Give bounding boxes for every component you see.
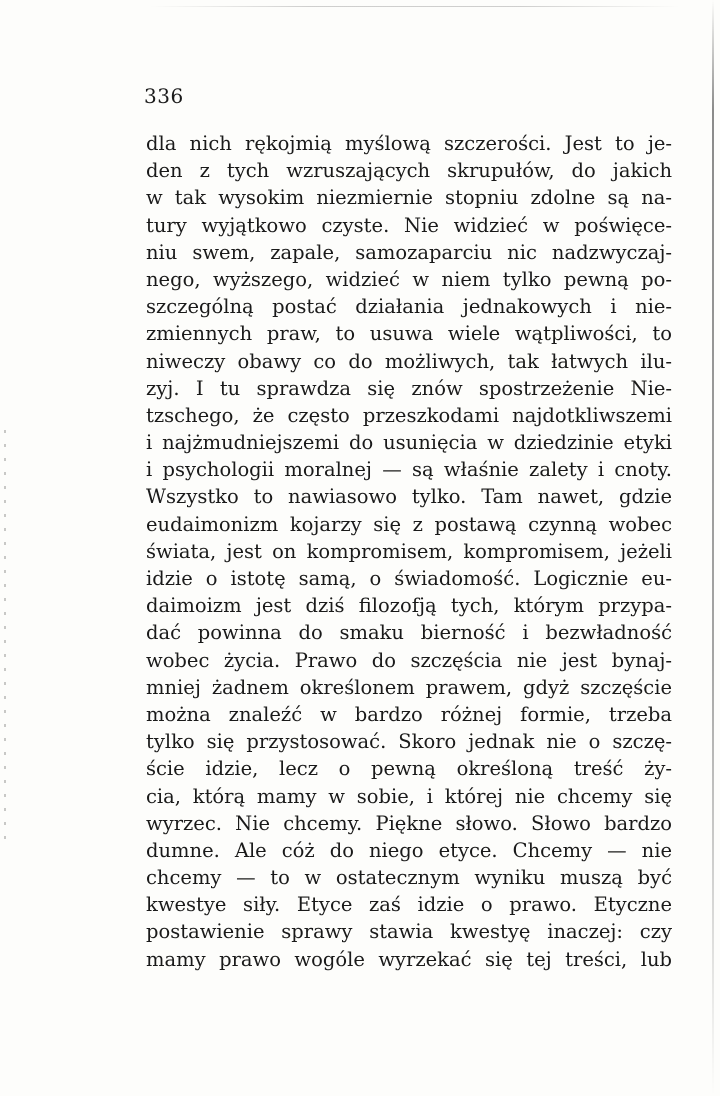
text-line: i psychologii moralnej — są właśnie zalety i cnoty. [146,458,672,482]
text-line: idzie o istotę samą, o świadomość. Logicznie eu- [146,567,672,590]
scan-right-edge [712,0,714,1096]
page-number: 336 [144,84,184,108]
scan-top-edge [150,6,680,7]
text-line: dla nich rękojmią myślową szczerości. Jest to je- [146,132,672,155]
text-line: tury wyjątkowo czyste. Nie widzieć w poświęce- [146,213,672,237]
text-line: w tak wysokim niezmiernie stopniu zdolne są na- [146,186,672,210]
text-line: można znaleźć w bardzo różnej formie, trzeba [146,702,672,726]
scan-left-speckle [4,430,6,850]
text-line: den z tych wzruszających skrupułów, do jakich [146,159,672,183]
text-line: dumne. Ale cóż do niego etyce. Chcemy — nie [146,838,672,862]
text-line: i najżmudniejszemi do usunięcia w dziedzinie etyki [146,431,672,455]
text-line: mamy prawo wogóle wyrzekać się tej treści, lub [146,947,672,971]
text-line: tylko się przystosować. Skoro jednak nie o szczę- [146,730,672,754]
text-line: kwestye siły. Etyce zaś idzie o prawo. Etyczne [146,893,672,917]
text-line: niu swem, zapale, samozaparciu nic nadzwyczaj- [146,240,672,264]
text-line: cia, którą mamy w sobie, i której nie chcemy się [146,784,672,808]
text-line: wobec życia. Prawo do szczęścia nie jest bynaj- [146,648,672,672]
text-line: chcemy — to w ostatecznym wyniku muszą być [146,866,672,890]
text-line: zyj. I tu sprawdza się znów spostrzeżenie Nie- [146,376,672,400]
text-line: nego, wyższego, widzieć w niem tylko pewną po- [146,267,672,291]
text-line: wyrzec. Nie chcemy. Piękne słowo. Słowo bardzo [146,811,672,835]
text-line: mniej żadnem określonem prawem, gdyż szczęście [146,675,672,699]
text-line: świata, jest on kompromisem, kompromisem, jeżeli [146,539,672,563]
text-line: niweczy obawy co do możliwych, tak łatwych ilu- [146,349,672,373]
text-line: tzschego, że często przeszkodami najdotkliwszemi [146,403,672,427]
text-line: szczególną postać działania jednakowych i nie- [146,295,672,319]
body-text [146,130,672,973]
text-line: eudaimonizm kojarzy się z postawą czynną wobec [146,512,672,536]
text-line: zmiennych praw, to usuwa wiele wątpliwości, to [146,322,672,346]
text-line: Wszystko to nawiasowo tylko. Tam nawet, gdzie [146,485,672,509]
text-line: daimoizm jest dziś filozofją tych, którym przypa- [146,594,672,618]
text-line: postawienie sprawy stawia kwestyę inaczej: czy [146,920,672,944]
text-line: dać powinna do smaku bierność i bezwładność [146,621,672,645]
text-line: ście idzie, lecz o pewną określoną treść ży- [146,757,672,781]
